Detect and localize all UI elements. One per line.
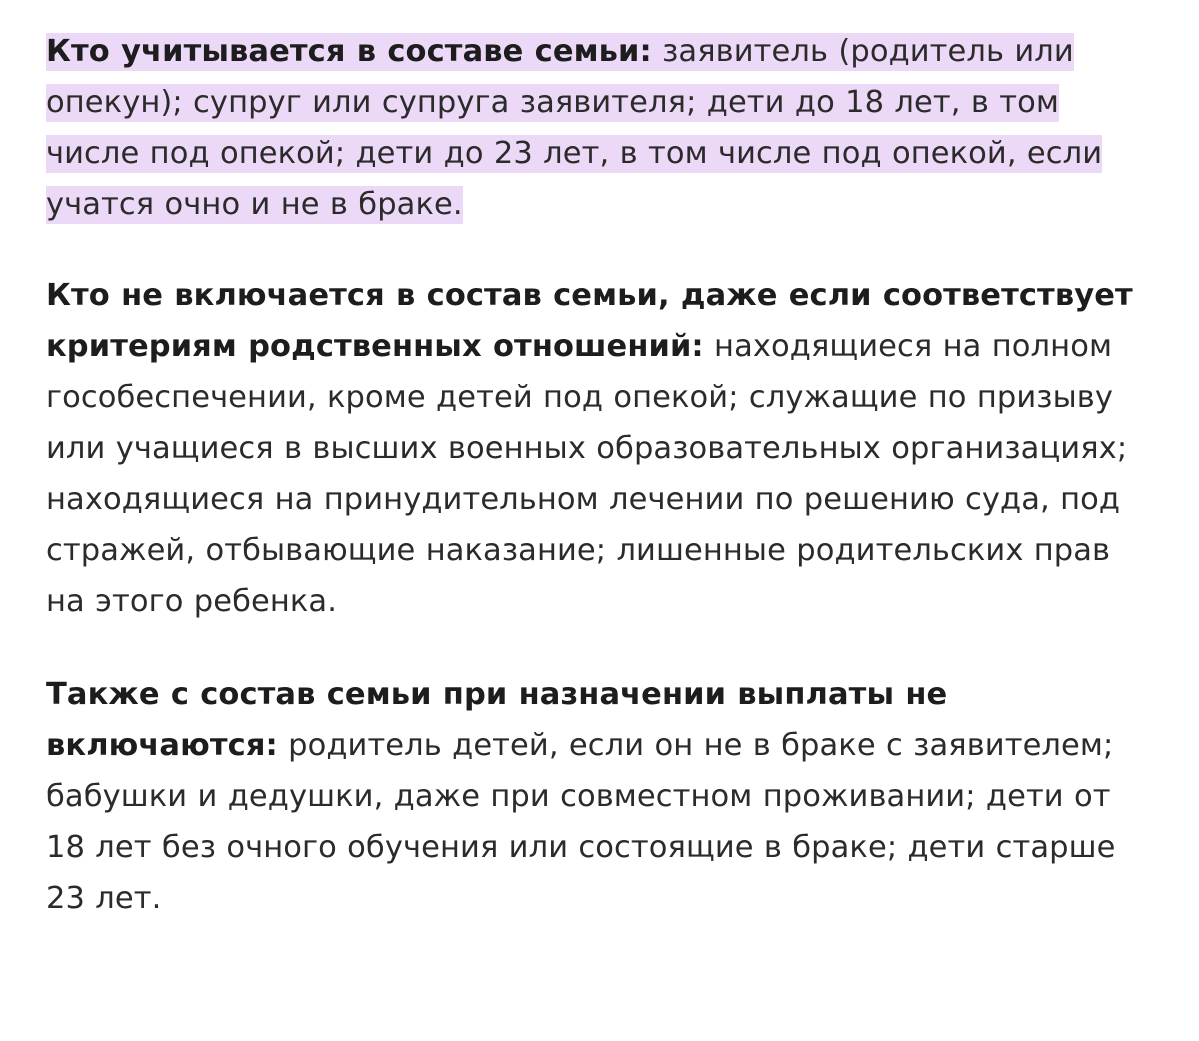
paragraph-body: заявитель (родитель или опекун); супруг или супруга заявителя; дети до 18 лет, в том числе под опекой; дети до 23 лет, в том числе под опекой, если учатся очно и не в браке.: [46, 34, 1103, 222]
paragraph-family-excluded: [46, 270, 1151, 627]
paragraph-lead: Кто не включается в состав семьи, даже если соответствует критериям родственных отношений:: [46, 278, 1133, 364]
paragraph-lead: Кто учитывается в составе семьи:: [46, 34, 652, 69]
paragraph-body: находящиеся на полном гособеспечении, кроме детей под опекой; служащие по призыву или учащиеся в высших военных образовательных организациях; находящиеся на принудительном лечении по решению суда, под стражей, отбывающие наказание; лишенные родительских прав на этого ребенка.: [46, 329, 1128, 619]
paragraph-payment-excluded: [46, 669, 1151, 924]
paragraph-body: родитель детей, если он не в браке с заявителем; бабушки и дедушки, даже при совместном проживании; дети от 18 лет без очного обучения или состоящие в браке; дети старше 23 лет.: [46, 728, 1116, 916]
paragraph-lead: Также с состав семьи при назначении выплаты не включаются:: [46, 677, 948, 763]
highlighted-text: [46, 33, 1102, 224]
paragraph-family-included: [46, 26, 1151, 230]
